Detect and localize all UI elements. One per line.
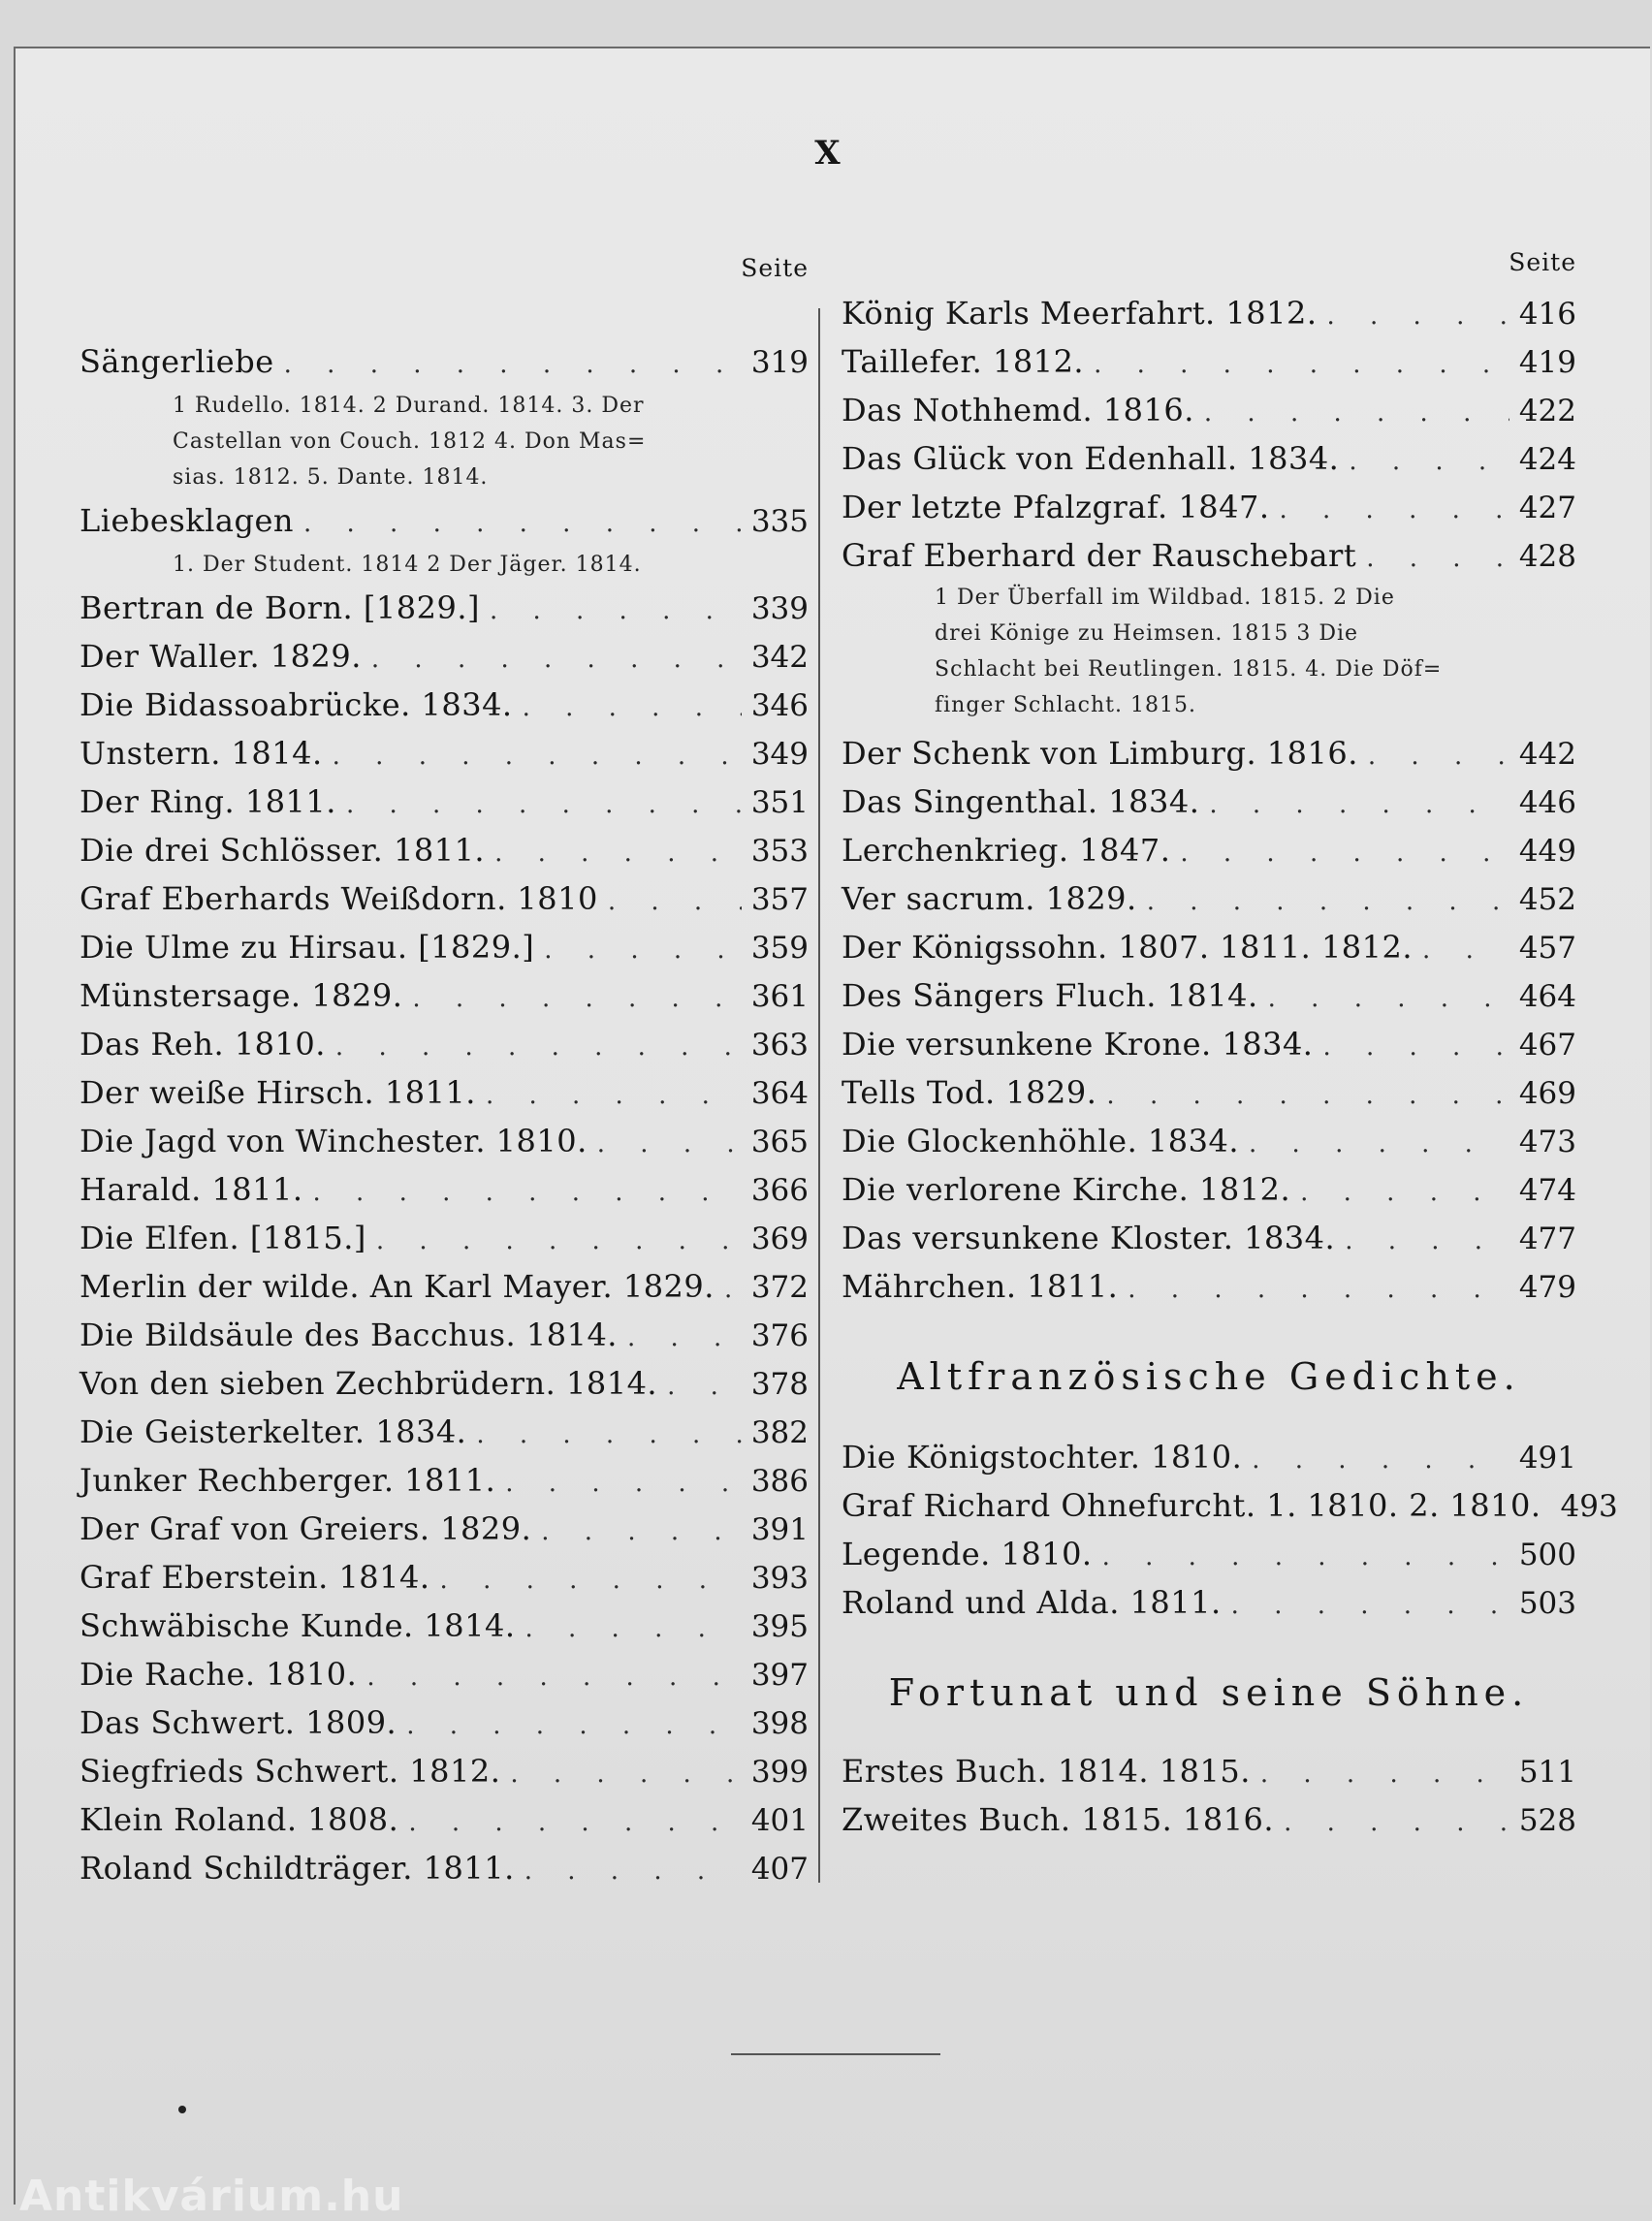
leader-dots: [1349, 437, 1509, 486]
toc-entry: [842, 1795, 1576, 1844]
toc-entry-page: 393: [750, 1561, 809, 1596]
leader-dots: [333, 732, 742, 780]
toc-entry: [79, 777, 809, 826]
toc-entry-title: Das Schwert. 1809.: [79, 1704, 397, 1741]
toc-entry-title: Die Geisterkelter. 1834.: [79, 1413, 467, 1450]
toc-entry-title: Sängerliebe: [79, 343, 274, 380]
toc-entry: [842, 874, 1576, 923]
toc-entry-page: 364: [750, 1076, 809, 1111]
toc-entry: [842, 1165, 1576, 1214]
leader-dots: [1204, 389, 1509, 437]
leader-dots: [541, 1507, 742, 1556]
toc-entry-title: Die verlorene Kirche. 1812.: [842, 1171, 1291, 1208]
toc-entry-title: Des Sängers Fluch. 1814.: [842, 977, 1258, 1014]
toc-entry: [79, 681, 809, 729]
page-number: X: [814, 134, 842, 173]
toc-entry-page: 376: [750, 1318, 809, 1353]
toc-entry-title: Der Schenk von Limburg. 1816.: [842, 735, 1358, 772]
leader-dots: [476, 1411, 741, 1459]
seite-label-left: Seite: [741, 254, 809, 282]
toc-entry-page: 372: [750, 1270, 809, 1305]
leader-dots: [346, 780, 742, 829]
toc-entry-page: 407: [750, 1852, 809, 1887]
toc-entry-title: Die Ulme zu Hirsau. [1829.]: [79, 929, 535, 966]
toc-entry: [842, 1262, 1576, 1311]
leader-dots: [440, 1556, 742, 1604]
toc-entry: [79, 1068, 809, 1117]
toc-entry: [842, 289, 1576, 337]
toc-entry-page: 346: [750, 688, 809, 723]
toc-entry-title: Der weiße Hirsch. 1811.: [79, 1074, 476, 1111]
toc-entry: [79, 1165, 809, 1214]
toc-entry-page: 342: [750, 640, 809, 675]
toc-entry-title: Zweites Buch. 1815. 1816.: [842, 1801, 1275, 1838]
leader-dots: [1249, 1120, 1509, 1168]
leader-dots: [371, 635, 742, 683]
toc-entry-title: Erstes Buch. 1814. 1815.: [842, 1753, 1251, 1790]
leader-dots: [1422, 926, 1509, 974]
toc-entry: [842, 1578, 1576, 1627]
toc-entry: [79, 1650, 809, 1698]
footer-rule: [731, 2053, 940, 2055]
leader-dots: [1279, 486, 1509, 534]
toc-entry: [842, 1530, 1576, 1578]
toc-entry-page: 401: [750, 1803, 809, 1838]
toc-entry-page: 359: [750, 931, 809, 966]
toc-entry-page: 500: [1518, 1538, 1576, 1572]
toc-entry-page: 351: [750, 785, 809, 820]
toc-entry-title: Legende. 1810.: [842, 1536, 1093, 1572]
toc-entry: [79, 826, 809, 874]
toc-entry: [79, 584, 809, 632]
toc-entry-title: Die Bildsäule des Bacchus. 1814.: [79, 1317, 618, 1353]
toc-entry-title: Merlin der wilde. An Karl Mayer. 1829.: [79, 1268, 715, 1305]
toc-entry-page: 365: [750, 1125, 809, 1159]
leader-dots: [505, 1459, 742, 1507]
leader-dots: [408, 1798, 742, 1847]
toc-entry: [79, 1214, 809, 1262]
toc-entry-title: Die Königstochter. 1810.: [842, 1439, 1243, 1475]
toc-entry: [79, 1553, 809, 1602]
leader-dots: [1260, 1750, 1509, 1798]
toc-entry-page: 422: [1518, 394, 1576, 428]
toc-entry-page: 449: [1518, 834, 1576, 869]
section-heading-altfranzoesische-gedichte: Altfranzösische Gedichte.: [897, 1355, 1521, 1398]
leader-dots: [1128, 1265, 1509, 1314]
toc-entry-page: 382: [750, 1415, 809, 1450]
toc-entry-title: Das versunkene Kloster. 1834.: [842, 1220, 1336, 1256]
leader-dots: [494, 829, 742, 877]
toc-entry: [842, 971, 1576, 1020]
toc-entry: [79, 496, 809, 545]
toc-entry-page: 424: [1518, 442, 1576, 477]
toc-entry: [842, 483, 1576, 531]
toc-entry-title: Der Ring. 1811.: [79, 783, 336, 820]
toc-entry: [842, 1214, 1576, 1262]
leader-dots: [523, 683, 742, 732]
leader-dots: [313, 1168, 742, 1217]
toc-entry-title: Von den sieben Zechbrüdern. 1814.: [79, 1365, 658, 1402]
leader-dots: [1284, 1798, 1509, 1847]
toc-entry-page: 378: [750, 1367, 809, 1402]
toc-entry: [79, 1505, 809, 1553]
leader-dots: [524, 1847, 742, 1895]
leader-dots: [1322, 1023, 1509, 1071]
toc-entry-page: 335: [750, 504, 809, 539]
toc-entry-page: 491: [1518, 1441, 1576, 1475]
toc-entry-page: 452: [1518, 882, 1576, 917]
leader-dots: [667, 1362, 742, 1411]
toc-entry-title: Taillefer. 1812.: [842, 343, 1085, 380]
toc-entry-page: 528: [1518, 1803, 1576, 1838]
toc-subentry: 1 Rudello. 1814. 2 Durand. 1814. 3. Der: [173, 394, 645, 418]
leader-dots: [412, 974, 741, 1023]
toc-entry-page: 319: [750, 345, 809, 380]
toc-entry-title: Das Glück von Edenhall. 1834.: [842, 440, 1340, 477]
toc-entry-title: König Karls Meerfahrt. 1812.: [842, 295, 1318, 332]
toc-entry-page: 493: [1560, 1489, 1618, 1524]
leader-dots: [366, 1653, 742, 1701]
toc-entry-title: Das Singenthal. 1834.: [842, 783, 1200, 820]
toc-entry-page: 339: [750, 591, 809, 626]
leader-dots: [525, 1604, 742, 1653]
leader-dots: [1147, 877, 1509, 926]
toc-entry: [842, 777, 1576, 826]
toc-entry-page: 511: [1518, 1755, 1576, 1790]
seite-label-right: Seite: [1509, 248, 1576, 276]
toc-entry-title: Der Graf von Greiers. 1829.: [79, 1510, 532, 1547]
toc-subentry: Schlacht bei Reutlingen. 1815. 4. Die Döf=: [935, 657, 1443, 682]
leader-dots: [490, 587, 742, 635]
toc-entry: [79, 1795, 809, 1844]
toc-entry: [842, 386, 1576, 434]
toc-entry: [842, 729, 1576, 777]
leader-dots: [1366, 534, 1509, 583]
toc-entry: [79, 1456, 809, 1505]
leader-dots: [544, 926, 742, 974]
toc-entry-title: Harald. 1811.: [79, 1171, 303, 1208]
toc-entry-page: 464: [1518, 979, 1576, 1014]
toc-entry: [79, 1408, 809, 1456]
leader-dots: [1094, 340, 1509, 389]
leader-dots: [486, 1071, 742, 1120]
toc-entry-page: 366: [750, 1173, 809, 1208]
column-divider: [818, 308, 820, 1883]
toc-entry: [79, 1844, 809, 1892]
toc-subentry: sias. 1812. 5. Dante. 1814.: [173, 465, 489, 490]
leader-dots: [1345, 1217, 1509, 1265]
toc-entry-title: Unstern. 1814.: [79, 735, 323, 772]
leader-dots: [1231, 1581, 1509, 1630]
leader-dots: [597, 1120, 742, 1168]
toc-entry-page: 427: [1518, 491, 1576, 525]
leader-dots: [376, 1217, 742, 1265]
toc-entry-page: 357: [750, 882, 809, 917]
toc-entry-page: 391: [750, 1512, 809, 1547]
leader-dots: [1180, 829, 1509, 877]
leader-dots: [1106, 1071, 1509, 1120]
ink-speck: [178, 2106, 186, 2113]
toc-entry-title: Die Rache. 1810.: [79, 1656, 358, 1693]
toc-entry-title: Roland und Alda. 1811.: [842, 1584, 1222, 1621]
toc-entry: [842, 1117, 1576, 1165]
toc-entry-title: Die Jagd von Winchester. 1810.: [79, 1123, 588, 1159]
toc-entry: [79, 1698, 809, 1747]
toc-entry: [842, 826, 1576, 874]
toc-entry: [842, 1481, 1618, 1530]
leader-dots: [1268, 974, 1509, 1023]
toc-entry-page: 428: [1518, 539, 1576, 574]
toc-entry-title: Die Elfen. [1815.]: [79, 1220, 366, 1256]
toc-subentry: 1 Der Überfall im Wildbad. 1815. 2 Die: [935, 586, 1395, 610]
toc-entry-title: Ver sacrum. 1829.: [842, 880, 1137, 917]
toc-entry: [842, 337, 1576, 386]
toc-entry-page: 446: [1518, 785, 1576, 820]
leader-dots: [608, 877, 742, 926]
toc-entry-page: 442: [1518, 737, 1576, 772]
toc-entry: [79, 1747, 809, 1795]
toc-entry-title: Das Reh. 1810.: [79, 1026, 326, 1063]
toc-subentry: Castellan von Couch. 1812 4. Don Mas=: [173, 429, 647, 454]
toc-entry-page: 416: [1518, 297, 1576, 332]
toc-entry-page: 467: [1518, 1028, 1576, 1063]
toc-entry-page: 363: [750, 1028, 809, 1063]
toc-entry: [842, 1068, 1576, 1117]
toc-entry: [842, 434, 1576, 483]
toc-entry-title: Der letzte Pfalzgraf. 1847.: [842, 489, 1270, 525]
toc-entry: [842, 531, 1576, 580]
toc-entry-page: 503: [1518, 1586, 1576, 1621]
toc-entry-title: Lerchenkrieg. 1847.: [842, 832, 1171, 869]
toc-entry-title: Der Waller. 1829.: [79, 638, 362, 675]
toc-entry-page: 369: [750, 1222, 809, 1256]
toc-entry: [79, 1311, 809, 1359]
toc-entry-page: 474: [1518, 1173, 1576, 1208]
toc-entry: [842, 923, 1576, 971]
toc-entry-title: Tells Tod. 1829.: [842, 1074, 1097, 1111]
toc-entry-title: Junker Rechberger. 1811.: [79, 1462, 496, 1499]
toc-entry-page: 349: [750, 737, 809, 772]
toc-entry-page: 353: [750, 834, 809, 869]
toc-entry-title: Mährchen. 1811.: [842, 1268, 1119, 1305]
leader-dots: [510, 1750, 741, 1798]
toc-entry-title: Graf Eberstein. 1814.: [79, 1559, 430, 1596]
toc-entry: [79, 1359, 809, 1408]
toc-entry: [79, 923, 809, 971]
toc-entry: [79, 632, 809, 681]
toc-entry-title: Die drei Schlösser. 1811.: [79, 832, 486, 869]
toc-entry-page: 395: [750, 1609, 809, 1644]
leader-dots: [284, 340, 742, 389]
section-heading-fortunat: Fortunat und seine Söhne.: [888, 1671, 1530, 1714]
toc-entry-page: 398: [750, 1706, 809, 1741]
toc-entry-title: Bertran de Born. [1829.]: [79, 589, 480, 626]
toc-entry-page: 419: [1518, 345, 1576, 380]
toc-entry-title: Siegfrieds Schwert. 1812.: [79, 1753, 501, 1790]
watermark: Antikvárium.hu: [19, 2172, 404, 2221]
toc-entry-page: 477: [1518, 1222, 1576, 1256]
leader-dots: [1300, 1168, 1509, 1217]
toc-entry: [79, 1117, 809, 1165]
toc-entry: [842, 1433, 1576, 1481]
toc-entry-title: Graf Richard Ohnefurcht. 1. 1810. 2. 1810.: [842, 1487, 1541, 1524]
toc-entry: [79, 1262, 809, 1311]
leader-dots: [406, 1701, 742, 1750]
toc-entry-page: 457: [1518, 931, 1576, 966]
toc-entry-title: Münstersage. 1829.: [79, 977, 403, 1014]
toc-entry-title: Die Bidassoabrücke. 1834.: [79, 686, 513, 723]
leader-dots: [335, 1023, 742, 1071]
toc-entry-page: 473: [1518, 1125, 1576, 1159]
toc-subentry: finger Schlacht. 1815.: [935, 693, 1196, 717]
toc-entry-title: Die Glockenhöhle. 1834.: [842, 1123, 1240, 1159]
toc-entry-page: 469: [1518, 1076, 1576, 1111]
leader-dots: [724, 1265, 742, 1314]
toc-entry: [79, 1020, 809, 1068]
leader-dots: [1209, 780, 1509, 829]
toc-entry-page: 361: [750, 979, 809, 1014]
toc-entry-title: Roland Schildträger. 1811.: [79, 1850, 515, 1887]
toc-entry: [79, 1602, 809, 1650]
book-page: [14, 47, 1650, 2205]
toc-subentry: drei Könige zu Heimsen. 1815 3 Die: [935, 621, 1359, 646]
toc-entry-title: Liebesklagen: [79, 502, 294, 539]
toc-entry-title: Das Nothhemd. 1816.: [842, 392, 1194, 428]
leader-dots: [303, 499, 742, 548]
toc-entry-page: 397: [750, 1658, 809, 1693]
toc-entry-title: Die versunkene Krone. 1834.: [842, 1026, 1314, 1063]
toc-entry: [79, 729, 809, 777]
leader-dots: [627, 1314, 742, 1362]
toc-entry: [842, 1747, 1576, 1795]
toc-entry-title: Klein Roland. 1808.: [79, 1801, 399, 1838]
toc-entry-page: 399: [750, 1755, 809, 1790]
leader-dots: [1368, 732, 1509, 780]
toc-entry: [79, 874, 809, 923]
toc-entry-title: Graf Eberhard der Rauschebart: [842, 537, 1357, 574]
toc-entry: [79, 337, 809, 386]
toc-entry-title: Graf Eberhards Weißdorn. 1810: [79, 880, 598, 917]
toc-entry: [842, 1020, 1576, 1068]
toc-entry: [79, 971, 809, 1020]
leader-dots: [1327, 292, 1509, 340]
leader-dots: [1102, 1533, 1509, 1581]
toc-subentry: 1. Der Student. 1814 2 Der Jäger. 1814.: [173, 553, 642, 577]
toc-entry-page: 386: [750, 1464, 809, 1499]
toc-entry-page: 479: [1518, 1270, 1576, 1305]
leader-dots: [1252, 1436, 1509, 1484]
toc-entry-title: Der Königssohn. 1807. 1811. 1812.: [842, 929, 1414, 966]
toc-entry-title: Schwäbische Kunde. 1814.: [79, 1607, 516, 1644]
